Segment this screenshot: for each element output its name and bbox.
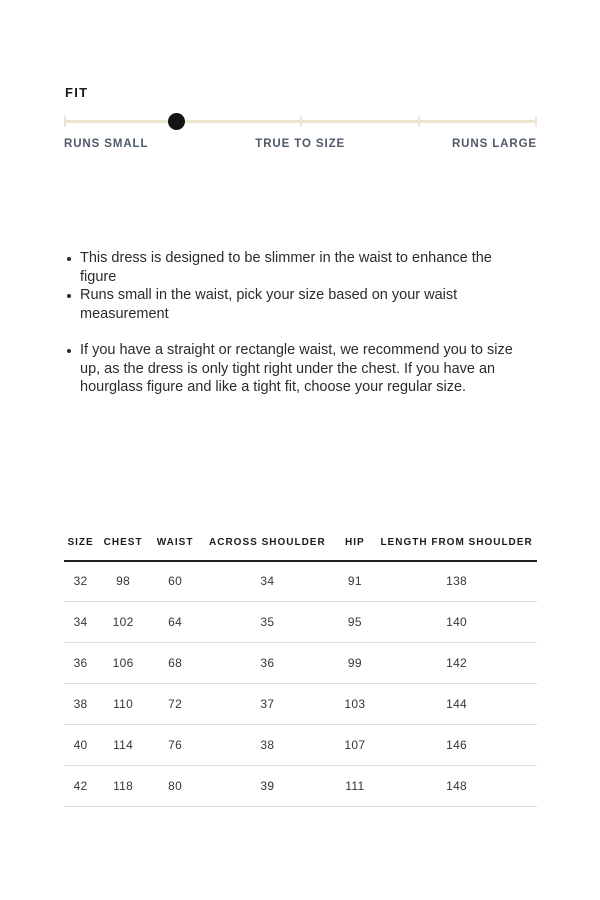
table-cell: 68 xyxy=(149,643,201,684)
table-cell: 144 xyxy=(376,684,537,725)
fit-section xyxy=(64,86,537,151)
header-row xyxy=(64,529,537,561)
column-header-hip: HIP xyxy=(334,529,377,561)
fit-label-runs-large: RUNS LARGE xyxy=(451,138,537,150)
size-chart-table xyxy=(64,529,537,808)
table-row xyxy=(64,766,537,807)
table-row xyxy=(64,725,537,766)
fit-meter xyxy=(64,113,537,130)
table-cell: 34 xyxy=(64,602,97,643)
table-cell: 38 xyxy=(201,725,333,766)
table-cell: 146 xyxy=(376,725,537,766)
table-cell: 32 xyxy=(64,561,97,602)
table-cell: 38 xyxy=(64,684,97,725)
table-cell: 36 xyxy=(64,643,97,684)
table-cell: 64 xyxy=(149,602,201,643)
table-cell: 76 xyxy=(149,725,201,766)
fit-label-runs-small: RUNS SMALL xyxy=(64,138,149,150)
table-row xyxy=(64,602,537,643)
table-cell: 91 xyxy=(334,561,377,602)
table-cell: 114 xyxy=(97,725,149,766)
column-header-size: SIZE xyxy=(64,529,97,561)
table-row xyxy=(64,643,537,684)
fit-meter-tick xyxy=(418,116,420,127)
fit-meter-indicator-dot xyxy=(168,113,185,130)
note-item: This dress is designed to be slimmer in the waist to enhance the figure xyxy=(64,249,523,286)
fit-meter-labels xyxy=(64,137,537,151)
fit-notes-list xyxy=(64,249,523,397)
table-cell: 103 xyxy=(334,684,377,725)
table-cell: 98 xyxy=(97,561,149,602)
table-cell: 36 xyxy=(201,643,333,684)
table-cell: 111 xyxy=(334,766,377,807)
column-header-chest: CHEST xyxy=(97,529,149,561)
table-cell: 35 xyxy=(201,602,333,643)
size-table-body xyxy=(64,561,537,807)
table-cell: 138 xyxy=(376,561,537,602)
table-row xyxy=(64,684,537,725)
table-cell: 148 xyxy=(376,766,537,807)
table-cell: 140 xyxy=(376,602,537,643)
table-cell: 118 xyxy=(97,766,149,807)
fit-title: FIT xyxy=(65,85,89,100)
table-cell: 110 xyxy=(97,684,149,725)
table-cell: 142 xyxy=(376,643,537,684)
table-cell: 80 xyxy=(149,766,201,807)
column-header-length-from-shoulder: LENGTH FROM SHOULDER xyxy=(376,529,537,561)
table-cell: 42 xyxy=(64,766,97,807)
table-cell: 40 xyxy=(64,725,97,766)
column-header-waist: WAIST xyxy=(149,529,201,561)
column-header-across-shoulder: ACROSS SHOULDER xyxy=(201,529,333,561)
fit-meter-tick xyxy=(64,116,66,127)
table-cell: 99 xyxy=(334,643,377,684)
table-cell: 72 xyxy=(149,684,201,725)
size-table-header xyxy=(64,529,537,561)
fit-label-true-to-size: TRUE TO SIZE xyxy=(255,138,346,150)
note-item: Runs small in the waist, pick your size based on your waist measurement xyxy=(64,286,523,323)
note-item: If you have a straight or rectangle waist, we recommend you to size up, as the dress is only tight right under the chest. If you have an hourglass figure and like a tight fit, choose your regular size. xyxy=(64,341,523,397)
table-cell: 37 xyxy=(201,684,333,725)
table-cell: 102 xyxy=(97,602,149,643)
table-cell: 60 xyxy=(149,561,201,602)
fit-meter-tick xyxy=(300,116,302,127)
table-cell: 106 xyxy=(97,643,149,684)
table-cell: 34 xyxy=(201,561,333,602)
table-cell: 95 xyxy=(334,602,377,643)
table-row xyxy=(64,561,537,602)
table-cell: 39 xyxy=(201,766,333,807)
table-cell: 107 xyxy=(334,725,377,766)
fit-meter-tick xyxy=(535,116,537,127)
